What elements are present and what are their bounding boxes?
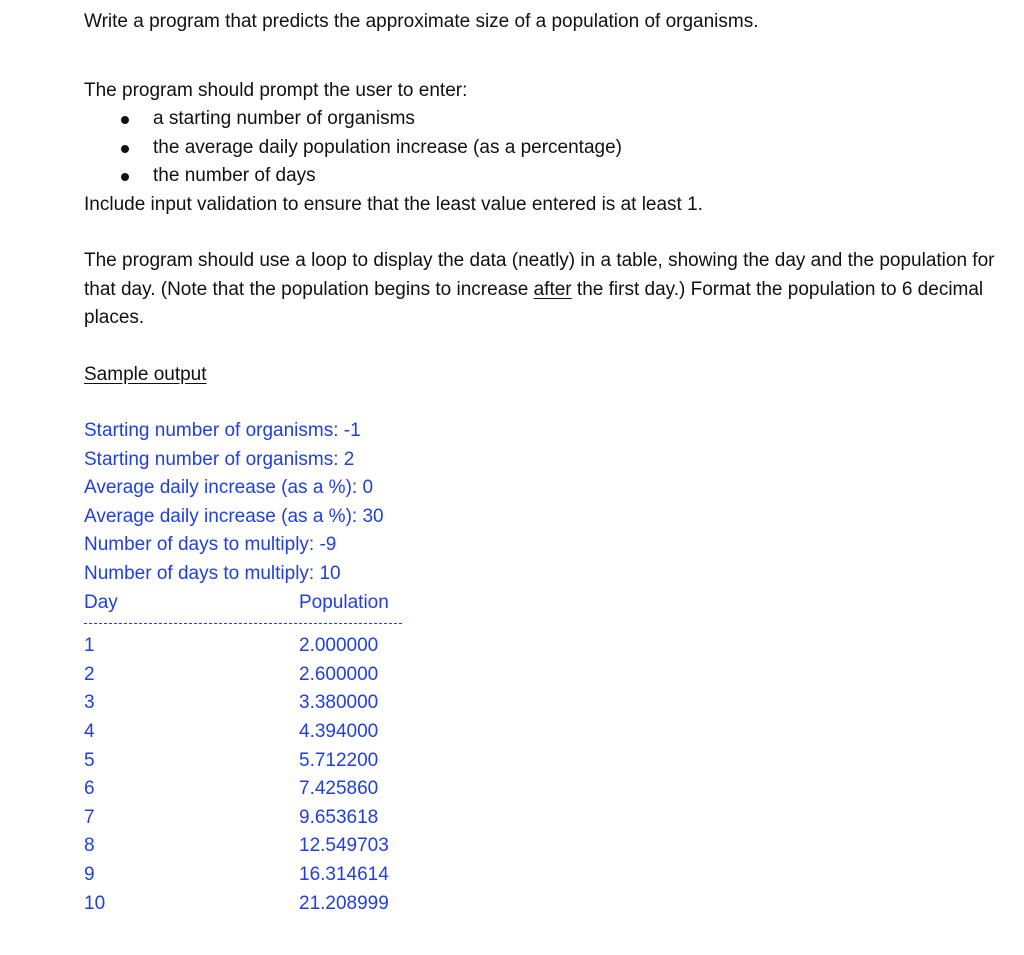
population-cell: 3.380000 [299, 692, 379, 714]
population-cell: 2.600000 [299, 663, 379, 685]
table-row [84, 775, 1004, 804]
bullet-text: the number of days [153, 165, 316, 186]
day-cell: 6 [84, 778, 95, 800]
table-row [84, 661, 1004, 690]
loop-paragraph [84, 247, 1004, 333]
table-row [84, 890, 1004, 919]
console-prompt-line: Starting number of organisms: -1 [84, 420, 361, 441]
list-item [84, 134, 1004, 163]
bullet-icon [121, 116, 129, 124]
console-prompt-line: Number of days to multiply: -9 [84, 534, 337, 556]
table-row [84, 632, 1004, 661]
day-cell: 8 [84, 835, 95, 857]
day-column-header: Day [84, 591, 118, 613]
list-item [84, 105, 1004, 134]
population-column-header: Population [299, 591, 389, 613]
loop-text-after: the first day.) Format the population to 6 decimal places. [84, 278, 984, 328]
sample-output-console [84, 417, 1004, 918]
console-prompt-line: Average daily increase (as a %): 0 [84, 477, 374, 499]
loop-text-before: The program should use a loop to display the data (neatly) in a table, showing the day and the population for that day. (Note that the population begins to increase [84, 250, 995, 300]
intro-paragraph: Write a program that predicts the approximate size of a population of organisms. [84, 11, 759, 32]
day-cell: 10 [84, 892, 106, 914]
console-prompt-line: Number of days to multiply: 10 [84, 562, 341, 584]
bullet-icon [121, 145, 129, 153]
table-row [84, 804, 1004, 833]
day-cell: 1 [84, 635, 95, 657]
table-divider [84, 623, 402, 624]
population-cell: 4.394000 [299, 720, 379, 742]
population-cell: 5.712200 [299, 749, 379, 771]
table-row [84, 718, 1004, 747]
population-cell: 21.208999 [299, 892, 389, 914]
population-cell: 12.549703 [299, 835, 389, 857]
population-cell: 2.000000 [299, 635, 379, 657]
bullet-text: the average daily population increase (as a percentage) [153, 136, 622, 158]
bullet-icon [121, 173, 129, 181]
console-prompt-line: Average daily increase (as a %): 30 [84, 505, 384, 527]
table-row [84, 832, 1004, 861]
prompt-bullet-list [84, 105, 1004, 191]
table-row [84, 747, 1004, 776]
console-prompt-line: Starting number of organisms: 2 [84, 448, 355, 470]
table-rows [84, 632, 1004, 918]
day-cell: 2 [84, 663, 95, 685]
day-cell: 9 [84, 863, 95, 885]
table-header [84, 589, 1004, 618]
document-body [84, 8, 1004, 918]
table-row [84, 861, 1004, 890]
population-cell: 16.314614 [299, 863, 389, 885]
day-cell: 3 [84, 692, 95, 714]
validation-paragraph: Include input validation to ensure that the least value entered is at least 1. [84, 193, 703, 215]
population-cell: 9.653618 [299, 806, 379, 828]
list-item [84, 162, 1004, 191]
day-cell: 7 [84, 806, 95, 828]
prompt-heading: The program should prompt the user to enter: [84, 79, 468, 101]
bullet-text: a starting number of organisms [153, 108, 415, 129]
underlined-word-after: after [533, 278, 572, 300]
day-cell: 5 [84, 749, 95, 771]
table-row [84, 689, 1004, 718]
population-cell: 7.425860 [299, 778, 379, 800]
day-cell: 4 [84, 720, 95, 742]
sample-output-heading: Sample output [84, 363, 207, 385]
